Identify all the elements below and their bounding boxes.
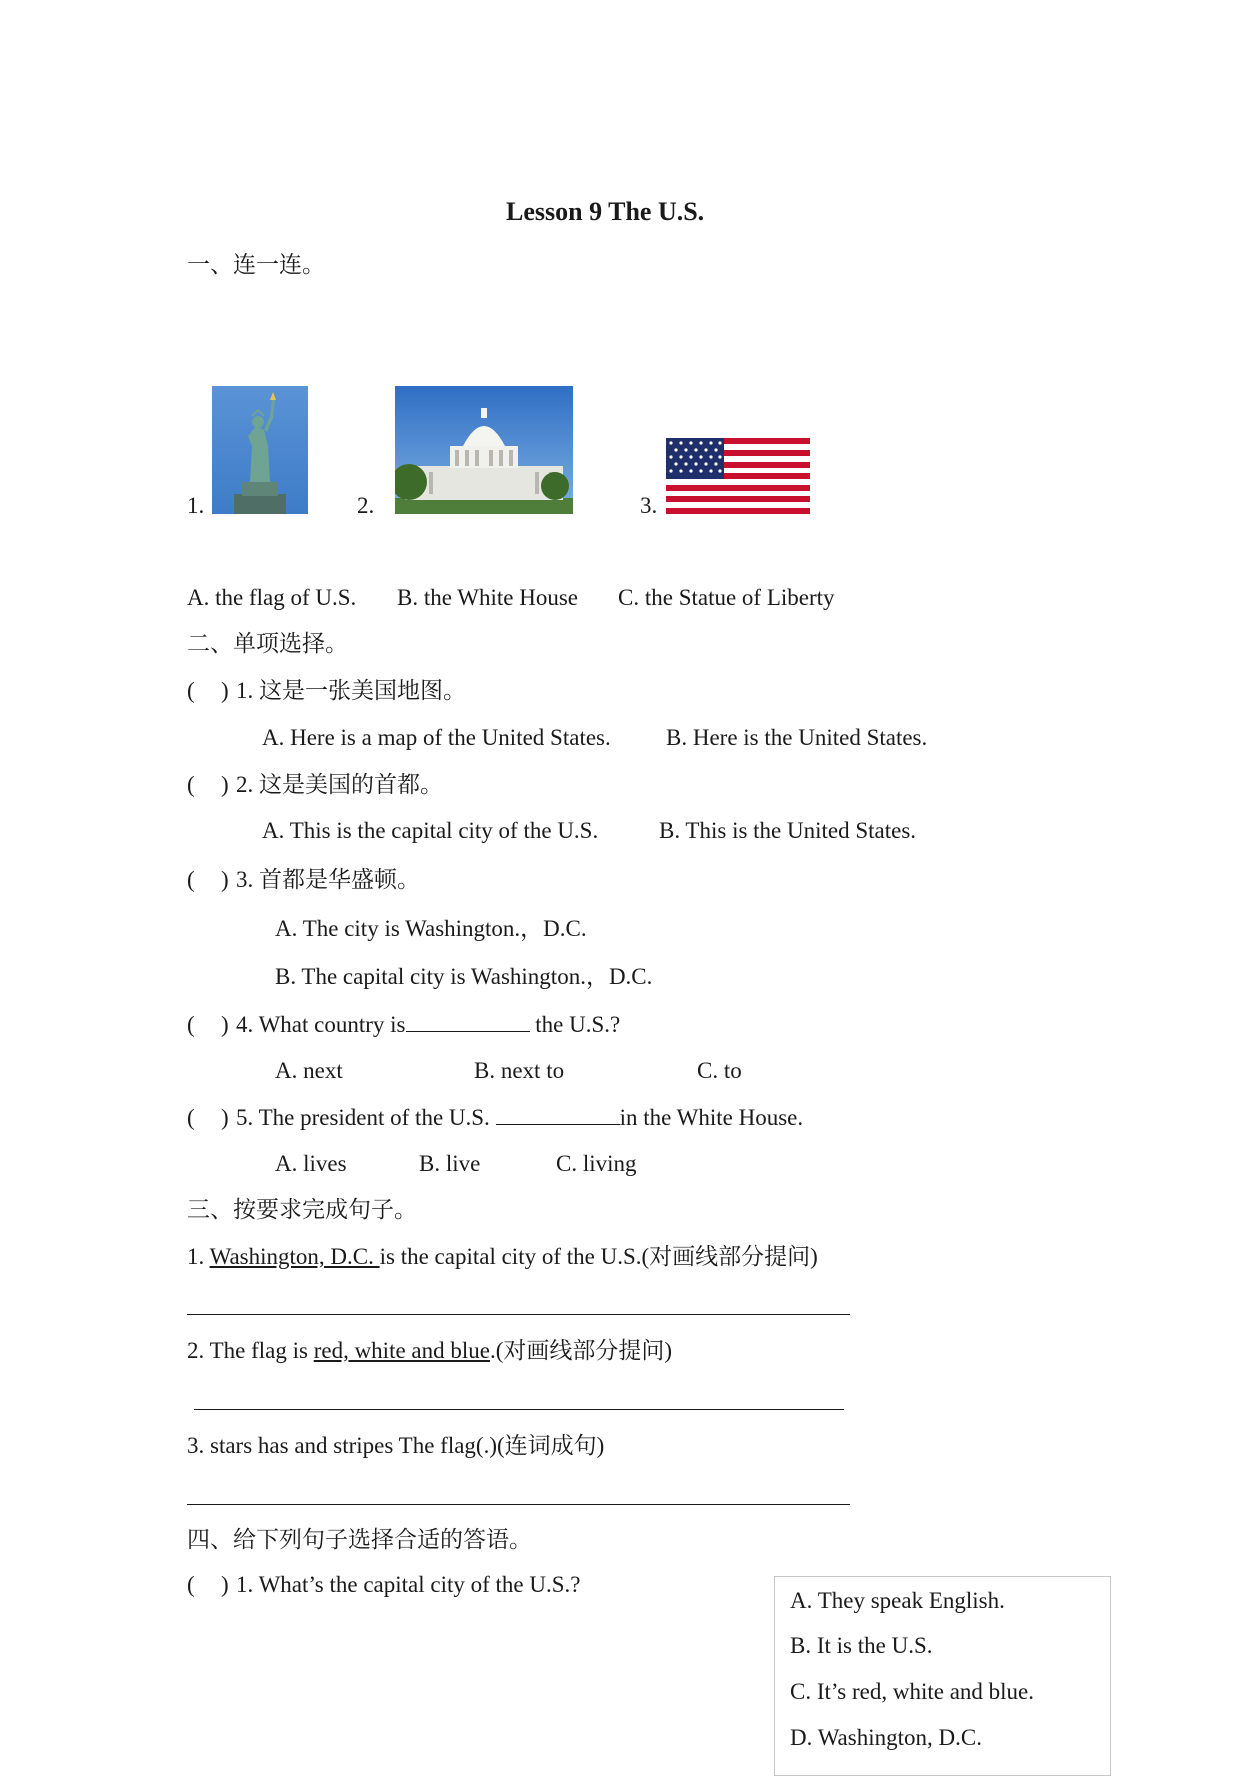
section-heading-4: 四、给下列句子选择合适的答语。: [187, 1527, 532, 1552]
answer-paren-open: (: [187, 772, 195, 797]
question-2-option-b: B. This is the United States.: [659, 818, 917, 843]
answer-paren-open: (: [187, 1105, 195, 1130]
answer-line-2[interactable]: [194, 1409, 844, 1410]
question-4-option-c: C. to: [697, 1058, 742, 1083]
answer-option-a: A. They speak English.: [790, 1588, 1005, 1613]
question-2-option-a: A. This is the capital city of the U.S.: [262, 818, 599, 843]
question-4-text: [236, 1011, 620, 1039]
sentence-2: [187, 1337, 672, 1365]
picture-number-3: 3.: [640, 493, 658, 518]
answer-paren-close: ): [221, 867, 229, 892]
answer-line-1[interactable]: [187, 1314, 850, 1315]
answer-line-3[interactable]: [187, 1504, 850, 1505]
question-3-option-b: B. The capital city is Washington.，D.C.: [275, 964, 653, 989]
statue-of-liberty-icon: [212, 386, 308, 514]
question-3-option-a: A. The city is Washington.，D.C.: [275, 916, 587, 941]
sentence-2-underlined: red, white and blue: [313, 1338, 490, 1363]
answer-paren-open: (: [187, 867, 195, 892]
answer-blank[interactable]: [406, 1011, 530, 1032]
question-4-option-a: A. next: [275, 1058, 343, 1083]
question-4-text-before: 4. What country is: [236, 1012, 406, 1037]
sentence-1-num: 1.: [187, 1244, 210, 1269]
question-5-text-before: 5. The president of the U.S.: [236, 1105, 496, 1130]
section-heading-2: 二、单项选择。: [187, 631, 348, 656]
match-option-a: A. the flag of U.S.: [187, 585, 357, 610]
answer-paren-open: (: [187, 678, 195, 703]
answer-option-b: B. It is the U.S.: [790, 1633, 933, 1658]
answer-paren-close: ): [221, 772, 229, 797]
match-option-b: B. the White House: [397, 585, 578, 610]
capitol-building-icon: [395, 386, 573, 514]
question-4-option-b: B. next to: [474, 1058, 565, 1083]
question-5-text: [236, 1104, 803, 1132]
answer-paren-open: (: [187, 1012, 195, 1037]
sentence-1-rest: is the capital city of the U.S.(对画线部分提问): [379, 1244, 818, 1269]
question-4-text-after: the U.S.?: [529, 1012, 621, 1037]
question-2-text: 2. 这是美国的首都。: [236, 772, 443, 797]
page-title: Lesson 9 The U.S.: [506, 197, 705, 226]
question-1-option-a: A. Here is a map of the United States.: [262, 725, 611, 750]
answer-option-c: C. It’s red, white and blue.: [790, 1679, 1035, 1704]
answer-paren-close: ): [221, 1012, 229, 1037]
match-option-c: C. the Statue of Liberty: [618, 585, 835, 610]
picture-number-1: 1.: [187, 493, 205, 518]
question-1-option-b: B. Here is the United States.: [666, 725, 928, 750]
answer-paren-close: ): [221, 1105, 229, 1130]
sentence-3: 3. stars has and stripes The flag(.)(连词成句): [187, 1433, 605, 1458]
answer-paren-open: (: [187, 1572, 195, 1597]
question-5-option-a: A. lives: [275, 1151, 347, 1176]
question-3-text: 3. 首都是华盛顿。: [236, 867, 420, 892]
answer-blank[interactable]: [496, 1104, 620, 1125]
sentence-1: [187, 1243, 818, 1271]
sentence-1-underlined: Washington, D.C.: [209, 1244, 380, 1269]
sentence-2-before: 2. The flag is: [187, 1338, 314, 1363]
question-5-text-after: in the White House.: [619, 1105, 804, 1130]
question-1-text: 1. 这是一张美国地图。: [236, 678, 466, 703]
sentence-2-rest: .(对画线部分提问): [489, 1338, 673, 1363]
answer-option-d: D. Washington, D.C.: [790, 1725, 982, 1750]
answer-paren-close: ): [221, 1572, 229, 1597]
section-heading-1: 一、连一连。: [187, 252, 325, 277]
part4-question-1-text: 1. What’s the capital city of the U.S.?: [236, 1572, 581, 1597]
section-heading-3: 三、按要求完成句子。: [187, 1197, 417, 1222]
picture-number-2: 2.: [357, 493, 375, 518]
answer-paren-close: ): [221, 678, 229, 703]
question-5-option-b: B. live: [419, 1151, 481, 1176]
us-flag-icon: [666, 438, 810, 514]
question-5-option-c: C. living: [556, 1151, 637, 1176]
